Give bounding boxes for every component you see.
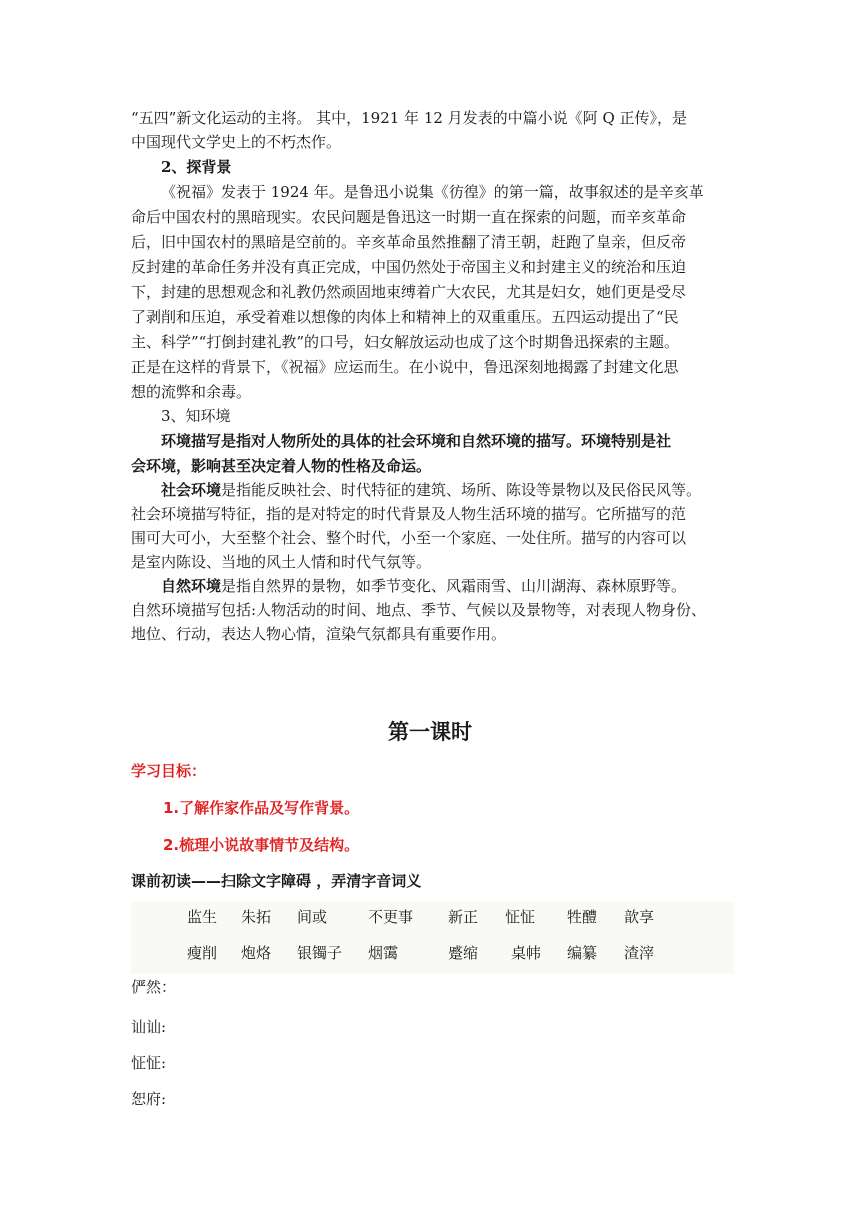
social-env-paragraph	[161, 478, 701, 502]
gloss-entry: 讪讪:	[131, 1018, 167, 1036]
vocab-word: 烟霭	[368, 944, 399, 962]
vocab-word: 编纂	[567, 944, 598, 962]
natural-env-line: 地位、行动，表达人物心情，渲染气氛都具有重要作用。	[131, 625, 507, 643]
vocab-word: 不更事	[368, 908, 414, 926]
vocab-word: 瘦削	[187, 944, 218, 962]
section2-line: 正是在这样的背景下，《祝福》应运而生。在小说中，鲁迅深刻地揭露了封建文化思	[131, 358, 679, 376]
natural-env-paragraph	[161, 574, 686, 598]
vocab-word: 怔怔	[505, 908, 536, 926]
learning-goal-item: 2.梳理小说故事情节及结构。	[163, 836, 360, 854]
gloss-entry: 俨然：	[131, 978, 177, 996]
section2-line: 《祝福》发表于 1924 年。是鲁迅小说集《彷徨》的第一篇，故事叙述的是辛亥革	[161, 183, 704, 201]
prereading-heading: 课前初读——扫除文字障碍 ，弄清字音词义	[131, 872, 422, 890]
vocab-word: 银镯子	[297, 944, 343, 962]
natural-env-text: 是指自然界的景物，如季节变化、风霜雨雪、山川湖海、森林原野等。	[221, 577, 687, 595]
section3-line: 会环境，影响甚至决定着人物的性格及命运。	[131, 457, 432, 475]
section2-line: 下，封建的思想观念和礼教仍然顽固地束缚着广大农民，尤其是妇女，她们更是受尽	[131, 283, 687, 301]
gloss-entry: 怔怔:	[131, 1054, 167, 1072]
lesson-title: 第一课时	[388, 720, 472, 744]
para1-line: “五四”新文化运动的主将。 其中，1921 年 12 月发表的中篇小说《阿 Q 正传》，是	[131, 109, 688, 127]
vocab-word: 新正	[448, 908, 479, 926]
vocab-word: 牲醴	[567, 908, 598, 926]
section2-line: 想的流弊和余毒。	[131, 383, 252, 401]
section2-line: 后，旧中国农村的黑暗是空前的。辛亥革命虽然推翻了清王朝，赶跑了皇亲，但反帝	[131, 233, 687, 251]
para1-line: 中国现代文学史上的不朽杰作。	[131, 133, 342, 151]
section2-line: 了剥削和压迫，承受着难以想像的肉体上和精神上的双重重压。五四运动提出了“民	[131, 308, 679, 326]
env-definition: 环境描写是指对人物所处的具体的社会环境和自然环境的描写。	[161, 432, 582, 450]
social-env-term: 社会环境	[161, 481, 222, 499]
section3-paragraph1	[161, 429, 671, 453]
section2-line: 命后中国农村的黑暗现实。农民问题是鲁迅这一时期一直在探索的问题，而辛亥革命	[131, 208, 687, 226]
vocab-word: 监生	[187, 908, 218, 926]
section3-heading: 3、知环境	[161, 407, 231, 425]
vocab-word: 渣滓	[624, 944, 655, 962]
vocab-word: 炮烙	[241, 944, 272, 962]
gloss-entry: 恕府:	[131, 1090, 167, 1108]
natural-env-line: 自然环境描写包括:人物活动的时间、地点、季节、气候以及景物等，对表现人物身份、	[131, 601, 707, 619]
learning-goals-heading: 学习目标：	[131, 762, 207, 780]
section2-line: 反封建的革命任务并没有真正完成，中国仍然处于帝国主义和封建主义的统治和压迫	[131, 258, 687, 276]
social-env-line: 社会环境描写特征，指的是对特定的时代背景及人物生活环境的描写。它所描写的范	[131, 505, 687, 523]
vocab-word: 桌帏	[511, 944, 542, 962]
vocab-word: 朱拓	[241, 908, 272, 926]
section2-heading: 2、探背景	[161, 158, 232, 176]
natural-env-term: 自然环境	[161, 577, 222, 595]
vocab-word: 蹙缩	[448, 944, 479, 962]
social-env-text: 是指能反映社会、时代特征的建筑、场所、陈设等景物以及民俗民风等。	[221, 481, 702, 499]
section2-line: 主、科学”“打倒封建礼教”的口号，妇女解放运动也成了这个时期鲁迅探索的主题。	[131, 333, 680, 351]
learning-goal-item: 1.了解作家作品及写作背景。	[163, 799, 360, 817]
vocab-word: 间或	[297, 908, 328, 926]
social-env-line: 是室内陈设、当地的风土人情和时代气氛等。	[131, 553, 432, 571]
env-emphasis: 环境特别是社	[581, 432, 672, 450]
vocab-word: 歆享	[624, 908, 655, 926]
social-env-line: 围可大可小，大至整个社会、整个时代，小至一个家庭、一处住所。描写的内容可以	[131, 529, 687, 547]
